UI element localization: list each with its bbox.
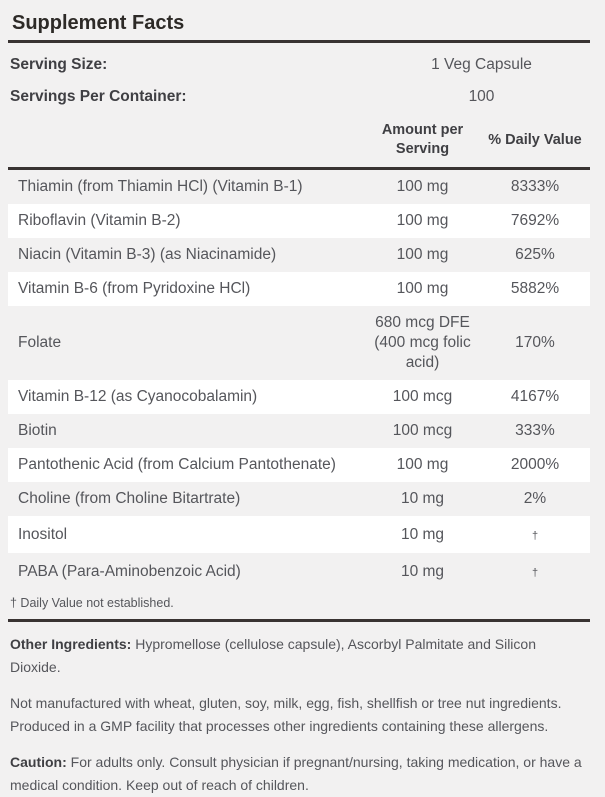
other-ingredients-label: Other Ingredients: xyxy=(10,636,132,652)
dv-footnote: † Daily Value not established. xyxy=(10,596,174,610)
nutrient-row xyxy=(8,170,590,204)
nutrient-amount: 680 mcg DFE (400 mcg folic acid) xyxy=(374,314,471,371)
nutrient-dv: 170% xyxy=(515,334,555,351)
nutrient-amount: 100 mg xyxy=(396,246,449,263)
nutrient-amount: 10 mg xyxy=(400,562,445,580)
nutrient-name: Vitamin B-6 (from Pyridoxine HCl) xyxy=(18,280,251,297)
supplement-facts-panel xyxy=(8,0,590,797)
nutrient-row xyxy=(8,414,590,448)
nutrient-dv: 2% xyxy=(523,490,547,507)
nutrient-amount: 100 mg xyxy=(396,212,449,229)
nutrient-name: Biotin xyxy=(18,422,57,439)
nutrient-dv: 5882% xyxy=(510,280,560,297)
nutrient-amount: 10 mg xyxy=(400,525,445,543)
nutrient-name: PABA (Para-Aminobenzoic Acid) xyxy=(18,562,241,580)
serving-section xyxy=(8,43,590,113)
allergen-statement: Not manufactured with wheat, gluten, soy, milk, egg, fish, shellfish or tree nut ingredients. Produced in a GMP facility that processes other ingredients containing these allergens. xyxy=(10,695,562,734)
other-ingredients-statement xyxy=(8,633,590,679)
nutrient-dv: 4167% xyxy=(510,388,560,405)
bottom-statements xyxy=(8,622,590,797)
nutrient-amount: 100 mg xyxy=(396,456,449,473)
nutrient-amount: 100 mcg xyxy=(392,388,453,405)
nutrient-row xyxy=(8,238,590,272)
nutrient-dv: 7692% xyxy=(510,212,560,229)
nutrient-amount: 100 mg xyxy=(396,178,449,195)
nutrient-dv: † xyxy=(531,530,539,542)
serving-size-row xyxy=(8,49,590,81)
nutrient-dv: 8333% xyxy=(510,178,560,195)
serving-size-label: Serving Size: xyxy=(10,56,108,73)
caution-statement xyxy=(8,751,590,797)
nutrient-dv: † xyxy=(531,567,539,579)
nutrient-dv: 625% xyxy=(515,246,555,263)
amount-column-header: Amount per Serving xyxy=(381,122,464,157)
nutrient-row xyxy=(8,204,590,238)
nutrient-amount: 100 mcg xyxy=(392,422,453,439)
dv-column-header: % Daily Value xyxy=(488,131,582,148)
servings-per-container-value: 100 xyxy=(468,88,495,105)
nutrient-amount: 10 mg xyxy=(400,490,445,507)
nutrient-name: Thiamin (from Thiamin HCl) (Vitamin B-1) xyxy=(18,178,303,195)
nutrient-row xyxy=(8,448,590,482)
nutrient-dv: 333% xyxy=(515,422,555,439)
nutrient-name: Pantothenic Acid (from Calcium Pantothenate) xyxy=(18,456,336,473)
nutrient-name: Riboflavin (Vitamin B-2) xyxy=(18,212,181,229)
servings-per-container-row xyxy=(8,81,590,113)
panel-title: Supplement Facts xyxy=(12,12,185,34)
nutrient-row xyxy=(8,553,590,590)
caution-text: For adults only. Consult physician if pregnant/nursing, taking medication, or have a medical condition. Keep out of reach of children. xyxy=(10,754,582,793)
nutrient-name: Folate xyxy=(18,334,62,351)
nutrient-name: Choline (from Choline Bitartrate) xyxy=(18,490,241,507)
nutrient-name: Niacin (Vitamin B-3) (as Niacinamide) xyxy=(18,246,277,263)
nutrient-row xyxy=(8,306,590,380)
nutrient-row xyxy=(8,516,590,553)
nutrient-name: Vitamin B-12 (as Cyanocobalamin) xyxy=(18,388,258,405)
nutrient-dv: 2000% xyxy=(510,456,560,473)
nutrient-row xyxy=(8,482,590,516)
nutrient-table xyxy=(8,170,590,590)
nutrient-name: Inositol xyxy=(18,525,68,543)
nutrient-amount: 100 mg xyxy=(396,280,449,297)
serving-size-value: 1 Veg Capsule xyxy=(431,56,532,73)
table-header-row xyxy=(8,113,590,167)
other-ingredients-text: Hypromellose (cellulose capsule), Ascorbyl Palmitate and Silicon Dioxide. xyxy=(10,636,536,675)
nutrient-row xyxy=(8,380,590,414)
nutrient-row xyxy=(8,272,590,306)
servings-per-container-label: Servings Per Container: xyxy=(10,88,187,105)
caution-label: Caution: xyxy=(10,754,67,770)
